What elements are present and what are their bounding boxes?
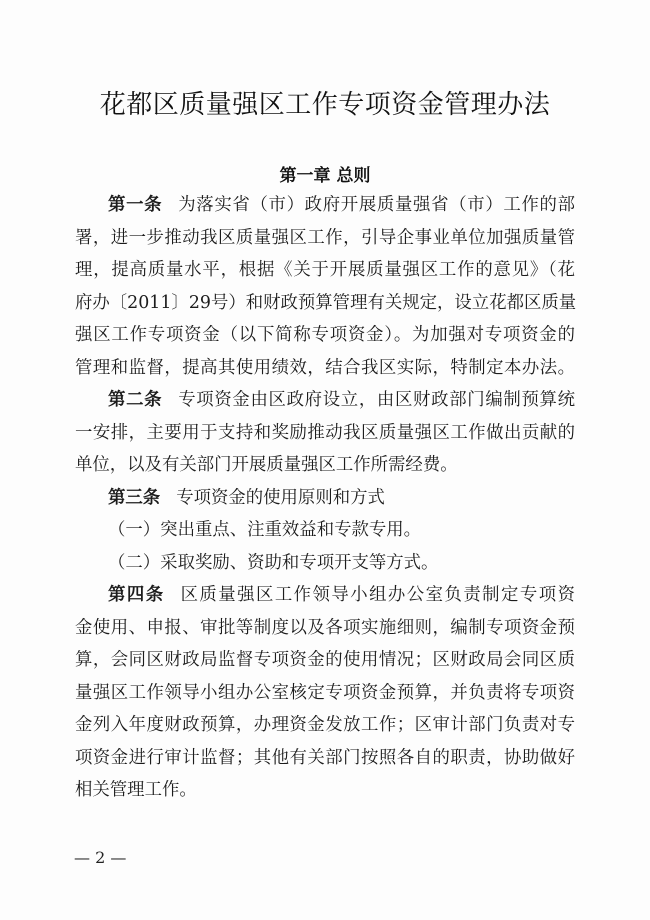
line-text: 署，进一步推动我区质量强区工作，引导企事业单位加强质量管	[75, 227, 575, 248]
line-text: 金使用、申报、审批等制度以及各项实施细则，编制专项资金预	[75, 617, 575, 638]
line-text: （一）突出重点、注重效益和专款专用。	[108, 520, 422, 540]
document-title: 花都区质量强区工作专项资金管理办法	[99, 90, 551, 120]
body-line	[75, 292, 575, 314]
body-line	[108, 552, 575, 574]
line-text: 强区工作专项资金（以下简称专项资金）。为加强对专项资金的	[75, 325, 575, 345]
article-label: 第一条	[108, 195, 163, 215]
line-text: 区质量强区工作领导小组办公室负责制定专项资	[180, 585, 575, 605]
body-line	[75, 454, 575, 476]
article-label: 第三条	[108, 487, 161, 508]
body-line	[108, 487, 575, 509]
line-text: 专项资金由区政府设立，由区财政部门编制预算统	[178, 390, 575, 410]
line-text: 一安排，主要用于支持和奖励推动我区质量强区工作做出贡献的	[75, 422, 575, 443]
article-label: 第二条	[108, 390, 163, 410]
line-text: 管理和监督，提高其使用绩效，结合我区实际，特制定本办法。	[75, 357, 575, 378]
body-line	[75, 422, 575, 444]
line-text: 理，提高质量水平，根据《关于开展质量强区工作的意见》（花	[75, 260, 575, 280]
body-line	[75, 779, 575, 801]
line-text: 相关管理工作。	[75, 780, 197, 800]
body-line	[75, 324, 575, 346]
body-line	[75, 357, 575, 379]
body-line	[75, 682, 575, 704]
body-line	[108, 584, 575, 606]
line-text: 府办〔2011〕29号）和财政预算管理有关规定，设立花都区质量	[75, 292, 577, 313]
body-line	[75, 649, 575, 671]
line-text: 单位，以及有关部门开展质量强区工作所需经费。	[75, 455, 458, 475]
line-text: （二）采取奖励、资助和专项开支等方式。	[108, 552, 439, 573]
body-line	[75, 259, 575, 281]
page-number: — 2 —	[74, 848, 127, 867]
line-text: 算，会同区财政局监督专项资金的使用情况；区财政局会同区质	[75, 650, 575, 670]
line-text: 专项资金的使用原则和方式	[176, 487, 385, 508]
body-line	[75, 714, 575, 736]
article-label: 第四条	[108, 585, 165, 605]
line-text: 量强区工作领导小组办公室核定专项资金预算，并负责将专项资	[75, 682, 575, 703]
line-text: 项资金进行审计监督；其他有关部门按照各自的职责，协助做好	[75, 747, 575, 768]
line-text: 为落实省（市）政府开展质量强省（市）工作的部	[178, 195, 575, 215]
chapter-heading: 第一章 总则	[279, 166, 371, 186]
body-line	[108, 519, 575, 541]
body-line	[75, 227, 575, 249]
line-text: 金列入年度财政预算，办理资金发放工作；区审计部门负责对专	[75, 715, 575, 735]
body-line	[75, 617, 575, 639]
body-line	[75, 747, 575, 769]
body-line	[108, 194, 575, 216]
body-line	[108, 389, 575, 411]
